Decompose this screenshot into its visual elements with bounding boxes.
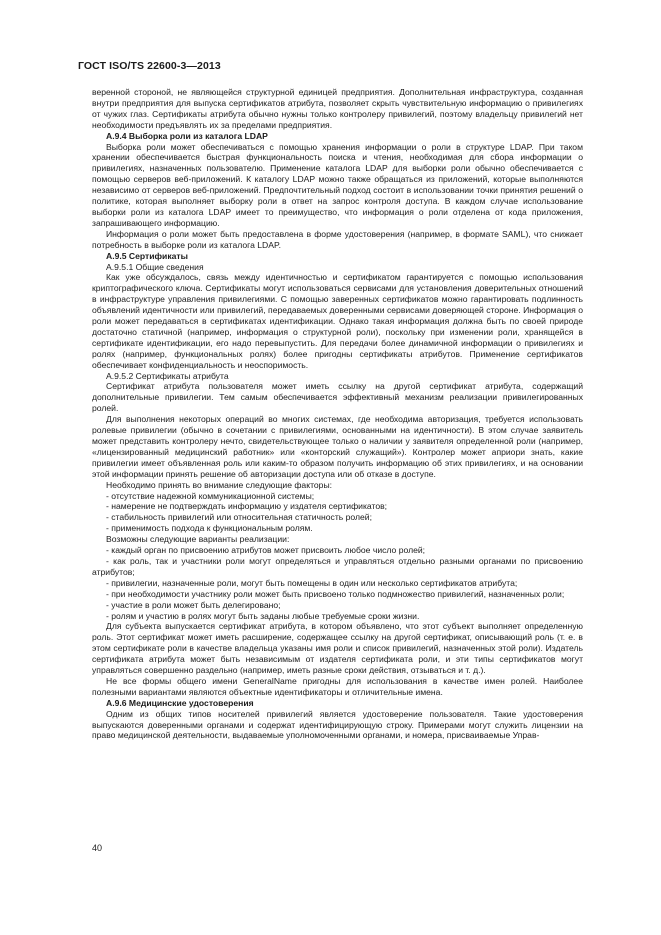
subsection-heading: A.9.5.1 Общие сведения [106, 261, 204, 272]
list-item: - каждый орган по присвоению атрибутов может присвоить любое число ролей; [106, 545, 426, 556]
paragraph: веренной стороной, не являющейся структурной единицей предприятия. Дополнительная инфраструктура, созданная внутри предприятия для выпуска сертификатов атрибута, позволяет скрыть чувствительную информацию о привилегиях от чужих глаз. Сертификаты атрибута обычно нужны только контролеру привилегий, поэтому владельцу привилегий нет необходимости предъявлять их за пределами предприятия. [92, 87, 583, 130]
paragraph: Для выполнения некоторых операций во многих системах, где необходима авторизация, требуется использовать ролевые привилегии (обычно в сочетании с привилегиями, основанными на идентичности). В этом случае заявитель может представить контролеру нечто, свидетельствующее только о наличии у заявителя определенной роли (например, «лицензированный медицинский работник» или «конторский служащий»). Контролер может априори знать, какие привилегии имеет объявленная роль или каким-то образом получить информацию об этих привилегиях, и на основании этой информации принять решение об авторизации доступа или об отказе в доступе. [92, 414, 583, 479]
section-heading: A.9.5 Сертификаты [106, 250, 188, 261]
paragraph: Одним из общих типов носителей привилегий является удостоверение пользователя. Такие удостоверения выпускаются доверенными органами и содержат идентифицирующую строку. Примерами могут служить лицензии на право медицинской деятельности, выдаваемые уполномоченными органами, и номера, присваиваемые Управ- [92, 708, 583, 741]
list-item: - применимость подхода к функциональным ролям. [106, 523, 313, 534]
paragraph: - при необходимости участнику роли может быть присвоено только подмножество привилегий, назначенных роли; [106, 588, 565, 599]
paragraph: Информация о роли может быть предоставлена в форме удостоверения (например, в формате SAML), что снижает потребность в выборке роли из каталога LDAP. [92, 228, 583, 250]
paragraph: - как роль, так и участники роли могут определяться и управляться отдельно разными органами по присвоению атрибутов; [92, 555, 583, 577]
paragraph: Как уже обсуждалось, связь между идентичностью и сертификатом гарантируется с помощью использования криптографического ключа. Сертификаты могут использоваться сервисами для установления доверительных отношений в инфраструктуре управления привилегиями. С помощью заверенных сертификатов можно гарантировать подлинность объявлений идентичности или привилегий, передаваемых доверенными сервисами доверяющей стороне. Информация о роли может передаваться в сертификатах идентификации. Однако такая информация должна быть по своей природе достаточно статичной (например, информация о структурной роли), поскольку при изменении роли, хранящейся в сертификате идентификации, его надо перевыпустить. Для передачи более динамичной информации о привилегиях и ролях (например, функциональных ролях) более пригодны сертификаты атрибутов. Применение сертификатов обеспечивает конфиденциальность и неоспоримость. [92, 272, 583, 370]
paragraph: Сертификат атрибута пользователя может иметь ссылку на другой сертификат атрибута, содержащий дополнительные привилегии. Тем самым обеспечивается эффективный механизм реализации привилегированных ролей. [92, 381, 583, 414]
page-number: 40 [92, 843, 103, 853]
list-item: - привилегии, назначенные роли, могут быть помещены в один или несколько сертификатов атрибута; [106, 577, 518, 588]
list-item: - стабильность привилегий или относительная статичность ролей; [106, 512, 372, 523]
document-header: ГОСТ ISO/TS 22600-3—2013 [78, 60, 221, 72]
section-heading: A.9.4 Выборка роли из каталога LDAP [106, 130, 268, 141]
list-item: - отсутствие надежной коммуникационной системы; [106, 490, 315, 501]
document-body [92, 87, 583, 741]
paragraph: Для субъекта выпускается сертификат атрибута, в котором объявлено, что этот субъект выполняет определенную роль. Этот сертификат может иметь расширение, содержащее ссылку на другой сертификат, описывающий роль (т. е. в этом сертификате роли в качестве владельца указаны имя роли и список привилегий, назначенных этой роли). Издатель сертификата атрибута может быть независимым от издателя сертификата роли, и эти типы сертификатов могут управляться совершенно раздельно (например, иметь разные сроки действия, отзываться и т. д.). [92, 621, 583, 676]
list-item: - намерение не подтверждать информацию у издателя сертификатов; [106, 501, 388, 512]
paragraph: Выборка роли может обеспечиваться с помощью хранения информации о роли в структуре LDAP. При таком хранении обеспечивается быстрая функциональность поиска и чтения, необходимая для сбора информации о привилегиях, назначенных пользователю. Применение каталога LDAP для выборки роли обычно обеспечивается с помощью серверов веб-приложений. К каталогу LDAP можно также обращаться из приложений, которые выполняются независимо от серверов веб-приложений. Предпочтительный подход состоит в использовании точки принятия решений о политике, которая выполняет выборку роли в ответ на запрос контроля доступа. В каждом случае использование выборки роли из каталога LDAP имеет то преимущество, что информация о роли отделена от кода приложения, запрашивающего информацию. [92, 141, 583, 228]
paragraph: Не все формы общего имени GeneralName пригодны для использования в качестве имен ролей. Наиболее полезными вариантами являются объектные идентификаторы и отличительные имена. [92, 675, 583, 697]
paragraph: Необходимо принять во внимание следующие факторы: [106, 479, 333, 490]
list-item: - ролям и участию в ролях могут быть заданы любые требуемые сроки жизни. [106, 610, 420, 621]
section-heading: A.9.6 Медицинские удостоверения [106, 697, 254, 708]
list-item: - участие в роли может быть делегировано; [106, 599, 281, 610]
subsection-heading: A.9.5.2 Сертификаты атрибута [106, 370, 229, 381]
paragraph: Возможны следующие варианты реализации: [106, 534, 290, 545]
